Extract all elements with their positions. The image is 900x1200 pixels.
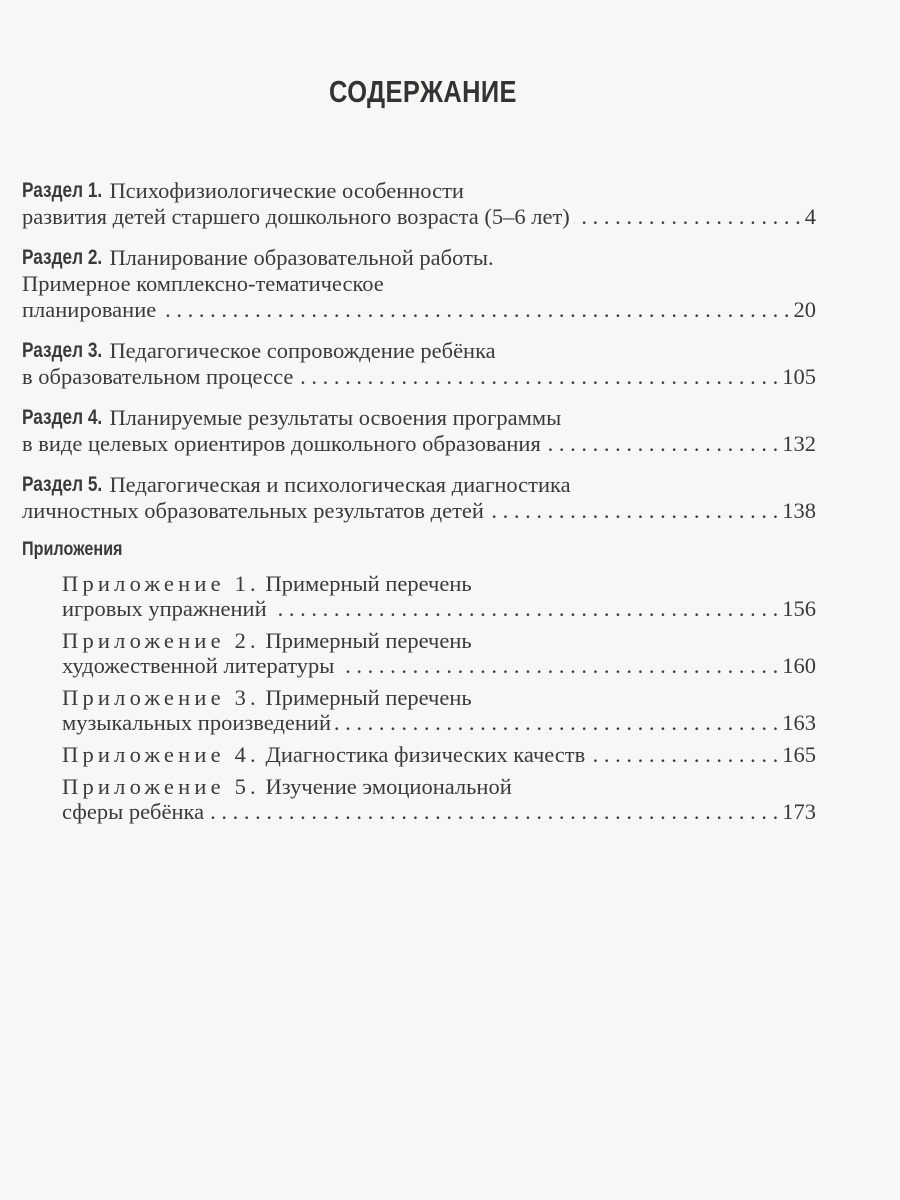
page-number: 138 [782,498,816,523]
section-label: Раздел 1. [22,179,103,202]
section-title-line: в образовательном процессе [22,364,294,389]
toc-section-5[interactable] [22,472,816,524]
section-title-line: Планируемые результаты освоения программы [109,405,562,430]
appendix-title-line: Изучение эмоциональной [265,774,512,799]
section-title-line: Примерное комплексно-тематическое [22,271,384,296]
appendix-title-line: музыкальных произведений [62,710,332,735]
toc-appendix-2[interactable] [62,628,816,678]
toc-section-1[interactable] [22,178,816,230]
page-number: 4 [804,204,816,229]
dot-leader [160,297,789,323]
appendix-title-line: Примерный перечень [265,628,472,653]
table-of-contents [22,178,816,831]
toc-appendix-1[interactable] [62,571,816,621]
appendix-label: Приложение 1. [62,571,260,596]
section-title-line: планирование [22,297,157,322]
section-title-line: Психофизиологические особенности [109,178,464,203]
page-title: СОДЕРЖАНИЕ [329,74,517,109]
appendix-title-line: Примерный перечень [265,571,472,596]
toc-section-4[interactable] [22,405,816,457]
section-title-line: Педагогическая и психологическая диагностика [109,472,571,497]
appendix-title-line: Примерный перечень [265,685,472,710]
appendix-label: Приложение 2. [62,628,260,653]
section-label: Раздел 2. [22,246,103,269]
toc-appendix-3[interactable] [62,685,816,735]
section-title-line: развития детей старшего дошкольного возраста (5–6 лет) [22,204,570,229]
dot-leader [545,431,778,457]
dot-leader [574,204,801,230]
section-title-line: Планирование образовательной работы. [109,245,494,270]
appendix-title-line: Диагностика физических качеств [265,742,586,767]
section-title-line: Педагогическое сопровождение ребёнка [109,338,496,363]
toc-section-3[interactable] [22,338,816,390]
toc-section-2[interactable] [22,245,816,323]
appendix-title-line: игровых упражнений [62,596,267,621]
appendix-title-line: художественной литературы [62,653,335,678]
page-number: 165 [782,742,816,767]
page-number: 156 [782,596,816,621]
page-number: 160 [782,653,816,678]
appendix-label: Приложение 5. [62,774,260,799]
page-number: 105 [782,364,816,389]
page-number: 132 [782,431,816,456]
section-label: Раздел 3. [22,339,103,362]
dot-leader [589,742,778,767]
appendix-title-line: сферы ребёнка [62,799,205,824]
section-label: Раздел 5. [22,473,103,496]
toc-appendix-4[interactable] [62,742,816,767]
section-title-line: в виде целевых ориентиров дошкольного образования [22,431,541,456]
section-label: Раздел 4. [22,406,103,429]
page-number: 20 [793,297,816,322]
page-number: 163 [782,710,816,735]
page-number: 173 [782,799,816,824]
dot-leader [271,596,779,621]
section-title-line: личностных образовательных результатов детей [22,498,484,523]
appendix-label: Приложение 4. [62,742,260,767]
dot-leader [338,653,778,678]
dot-leader [297,364,778,390]
dot-leader [488,498,778,524]
appendix-label: Приложение 3. [62,685,260,710]
dot-leader [335,710,778,735]
appendices-heading: Приложения [22,539,123,560]
toc-appendix-5[interactable] [62,774,816,824]
dot-leader [208,799,778,824]
